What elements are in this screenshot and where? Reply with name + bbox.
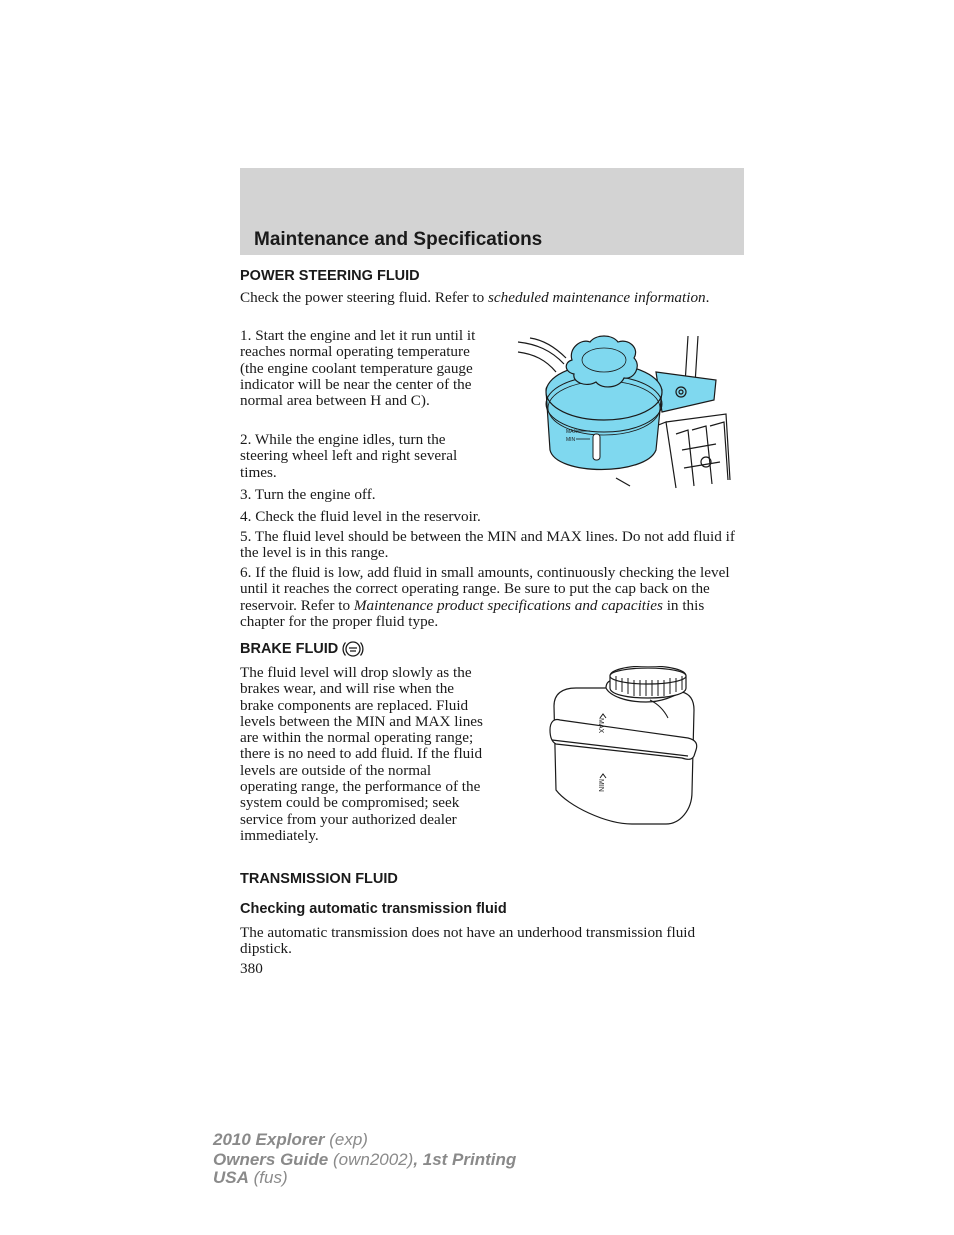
brake-fluid-body: The fluid level will drop slowly as the brakes wear, and will rise when the brake components are replaced. Fluid levels between the MIN and MAX lines are within the normal operating range; there is no need to add fluid. If the fluid levels are outside of the normal operating range, the performance of the system could be compromised; seek service from your authorized dealer immediately. [240, 664, 483, 844]
brake-warning-icon [342, 638, 364, 660]
footer-line-3 [213, 1169, 288, 1187]
power-steering-step-2: 2. While the engine idles, turn the steering wheel left and right several times. [240, 431, 458, 481]
brake-min-label: MIN [597, 779, 604, 792]
section-header-band [240, 168, 744, 255]
transmission-subheading: Checking automatic transmission fluid [240, 901, 507, 917]
footer-guide-code: (own2002) [328, 1150, 414, 1169]
power-steering-reservoir-illustration [516, 330, 738, 490]
footer-line-2 [213, 1151, 516, 1169]
reservoir-max-label: MAX [566, 429, 577, 435]
power-steering-step-1: 1. Start the engine and let it run until it reaches normal operating temperature (the engine coolant temperature gauge indicator will be near the center of the normal area between H and C). [240, 327, 476, 410]
power-steering-intro [240, 290, 744, 306]
step-6-text-end: in this chapter for the proper fluid type. [240, 596, 705, 630]
brake-fluid-reservoir-illustration [546, 666, 702, 830]
footer-line-1 [213, 1131, 368, 1149]
transmission-fluid-heading: TRANSMISSION FLUID [240, 871, 398, 887]
power-steering-step-4: 4. Check the fluid level in the reservoir. [240, 508, 481, 525]
brake-fluid-reservoir-svg [546, 666, 702, 830]
power-steering-step-5: 5. The fluid level should be between the MIN and MAX lines. Do not add fluid if the level is in this range. [240, 528, 735, 562]
intro-reference: scheduled maintenance information [487, 289, 706, 306]
footer-market: USA [213, 1168, 249, 1187]
power-steering-step-3: 3. Turn the engine off. [240, 486, 376, 503]
footer-market-code: (fus) [248, 1168, 288, 1187]
brake-max-label: MAX [597, 718, 604, 734]
step-6-reference: Maintenance product specifications and capacities [353, 596, 663, 614]
page-number: 380 [240, 960, 263, 977]
reservoir-min-label: MIN [566, 437, 576, 443]
footer-model: 2010 Explorer [213, 1130, 325, 1149]
brake-fluid-heading-row [240, 638, 364, 660]
step-6-text: 6. If the fluid is low, add fluid in small amounts, continuously checking the level until it reaches the correct operating range. Be sure to put the cap back on the reservoir. Refer to [240, 564, 730, 614]
intro-end: . [705, 289, 710, 306]
brake-fluid-heading: BRAKE FLUID [240, 641, 339, 657]
power-steering-heading: POWER STEERING FLUID [240, 268, 420, 284]
footer-guide: Owners Guide [213, 1150, 329, 1169]
intro-text: Check the power steering fluid. Refer to [240, 289, 488, 306]
power-steering-step-6 [240, 565, 744, 630]
transmission-body: The automatic transmission does not have an underhood transmission fluid dipstick. [240, 924, 696, 958]
footer-model-code: (exp) [324, 1130, 368, 1149]
section-title: Maintenance and Specifications [254, 229, 543, 250]
power-steering-reservoir-svg [516, 330, 738, 490]
footer-printing: , 1st Printing [413, 1150, 517, 1169]
